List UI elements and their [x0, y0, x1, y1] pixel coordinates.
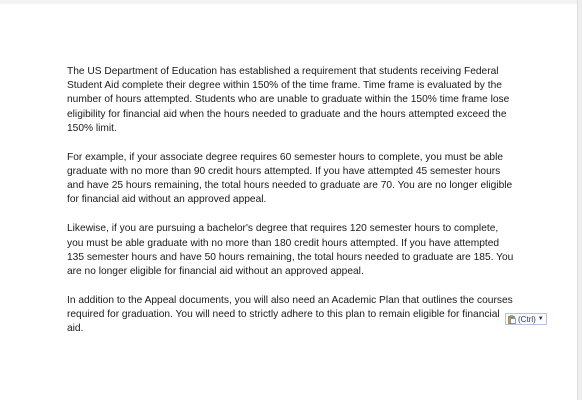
page-top-edge	[0, 0, 582, 4]
paragraph-academic-plan: In addition to the Appeal documents, you will also need an Academic Plan that outlines the courses required for graduation. You will need to strictly adhere to this plan to remain eligible for financial aid.	[67, 295, 513, 335]
paragraph-bachelor-example: Likewise, if you are pursuing a bachelor's degree that requires 120 semester hours to complete, you must be able graduate with no more than 180 credit hours attempted. If you have attempted 135 semester hours and have 50 hours remaining, the total hours needed to graduate are 185. You are no longer eligible for financial aid without an approved appeal.	[67, 223, 514, 278]
chevron-down-icon: ▼	[537, 316, 544, 322]
paste-options-button[interactable]	[505, 313, 547, 325]
document-body[interactable]	[67, 65, 515, 351]
paste-options-label: (Ctrl)	[518, 314, 536, 324]
clipboard-icon	[508, 315, 516, 324]
paragraph-requirement: The US Department of Education has established a requirement that students receiving Federal Student Aid complete their degree within 150% of the time frame. Time frame is evaluated by the number of hours attempted. Students who are unable to graduate within the 150% time frame lose eligibility for financial aid when the hours needed to graduate and the hours attempted exceed the 150% limit.	[67, 66, 510, 134]
paragraph-associate-example: For example, if your associate degree requires 60 semester hours to complete, you must be able graduate with no more than 90 credit hours attempted. If you have attempted 45 semester hours and have 25 hours remaining, the total hours needed to graduate are 70. You are no longer eligible for financial aid without an approved appeal.	[67, 151, 513, 206]
scrollbar[interactable]	[577, 0, 582, 400]
